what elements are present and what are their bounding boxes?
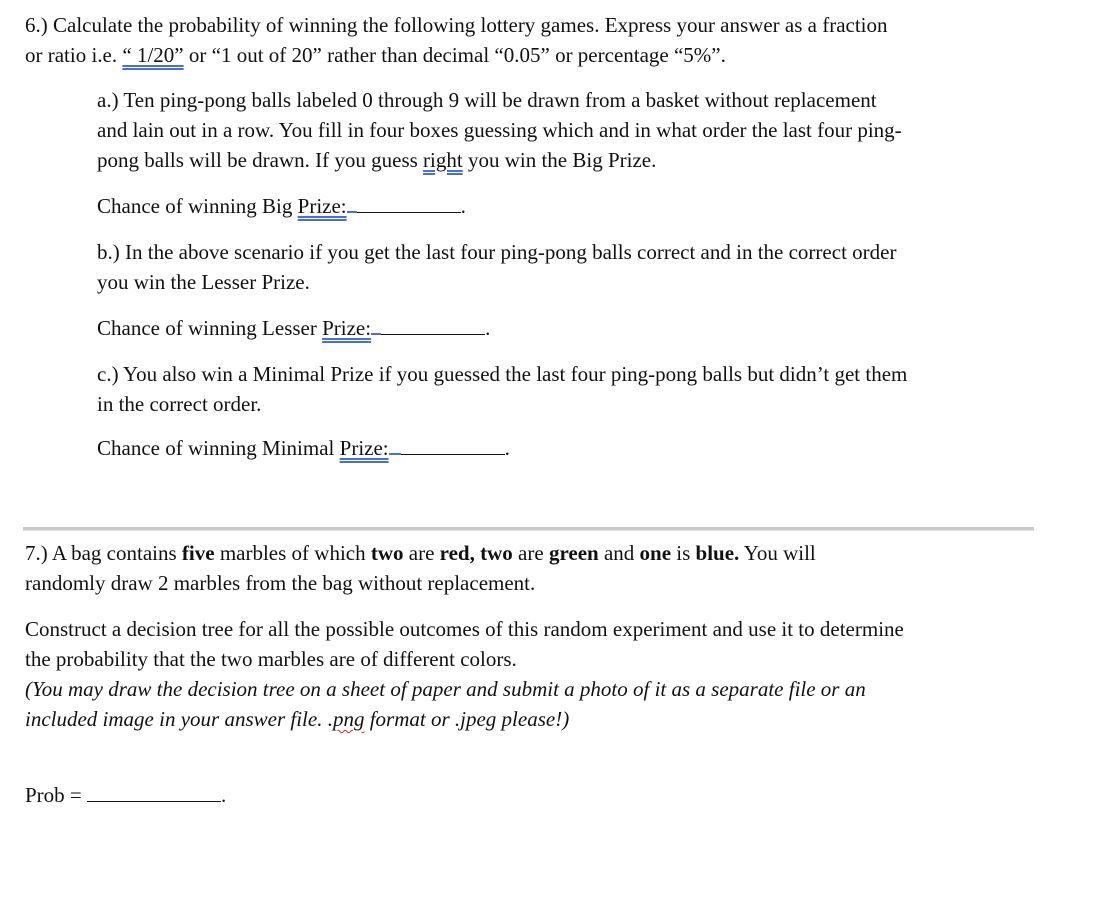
example-fraction: “ 1/20” bbox=[122, 43, 184, 67]
q6b-answer-row: Chance of winning Lesser Prize: . bbox=[97, 316, 491, 340]
lesser-prize-answer-blank[interactable] bbox=[381, 333, 485, 335]
q6c-text-line-1: c.) You also win a Minimal Prize if you guessed the last four ping-pong balls but didn’t get them bbox=[97, 362, 908, 386]
q6c-text-line-2: in the correct order. bbox=[97, 392, 262, 416]
q6-prompt-line-1: 6.) Calculate the probability of winning the following lottery games. Express your answer as a fraction bbox=[25, 13, 888, 37]
q7-prompt-line-2: randomly draw 2 marbles from the bag without replacement. bbox=[25, 571, 536, 595]
q6a-text-line-2: and lain out in a row. You fill in four boxes guessing which and in what order the last four ping- bbox=[97, 118, 902, 142]
q7-note-line-2: included image in your answer file. .png format or .jpeg please!) bbox=[25, 707, 570, 731]
q7-instruction-line-1: Construct a decision tree for all the possible outcomes of this random experiment and use it to determine bbox=[25, 617, 904, 641]
q6c-answer-row: Chance of winning Minimal Prize: . bbox=[97, 436, 510, 460]
q7-prompt-line-1: 7.) A bag contains five marbles of which two are red, two are green and one is blue. You will bbox=[25, 541, 816, 565]
section-divider bbox=[23, 527, 1034, 531]
q6b-text-line-1: b.) In the above scenario if you get the last four ping-pong balls correct and in the correct order bbox=[97, 240, 897, 264]
q6b-text-line-2: you win the Lesser Prize. bbox=[97, 270, 310, 294]
q6a-text-line-3: pong balls will be drawn. If you guess right you win the Big Prize. bbox=[97, 148, 657, 172]
q6a-text-line-1: a.) Ten ping-pong balls labeled 0 through 9 will be drawn from a basket without replacement bbox=[97, 88, 877, 112]
q6-prompt-line-2: or ratio i.e. “ 1/20” or “1 out of 20” rather than decimal “0.05” or percentage “5%”. bbox=[25, 43, 726, 67]
q7-instruction-line-2: the probability that the two marbles are of different colors. bbox=[25, 647, 517, 671]
word-png: png bbox=[332, 707, 365, 731]
probability-answer-blank[interactable] bbox=[87, 800, 221, 802]
q7-answer-row: Prob = . bbox=[25, 783, 227, 807]
minimal-prize-answer-blank[interactable] bbox=[401, 453, 505, 455]
big-prize-answer-blank[interactable] bbox=[357, 211, 461, 213]
q6a-answer-row: Chance of winning Big Prize: . bbox=[97, 194, 466, 218]
word-right: right bbox=[423, 148, 463, 172]
q7-note-line-1: (You may draw the decision tree on a sheet of paper and submit a photo of it as a separate file or an bbox=[25, 677, 866, 701]
